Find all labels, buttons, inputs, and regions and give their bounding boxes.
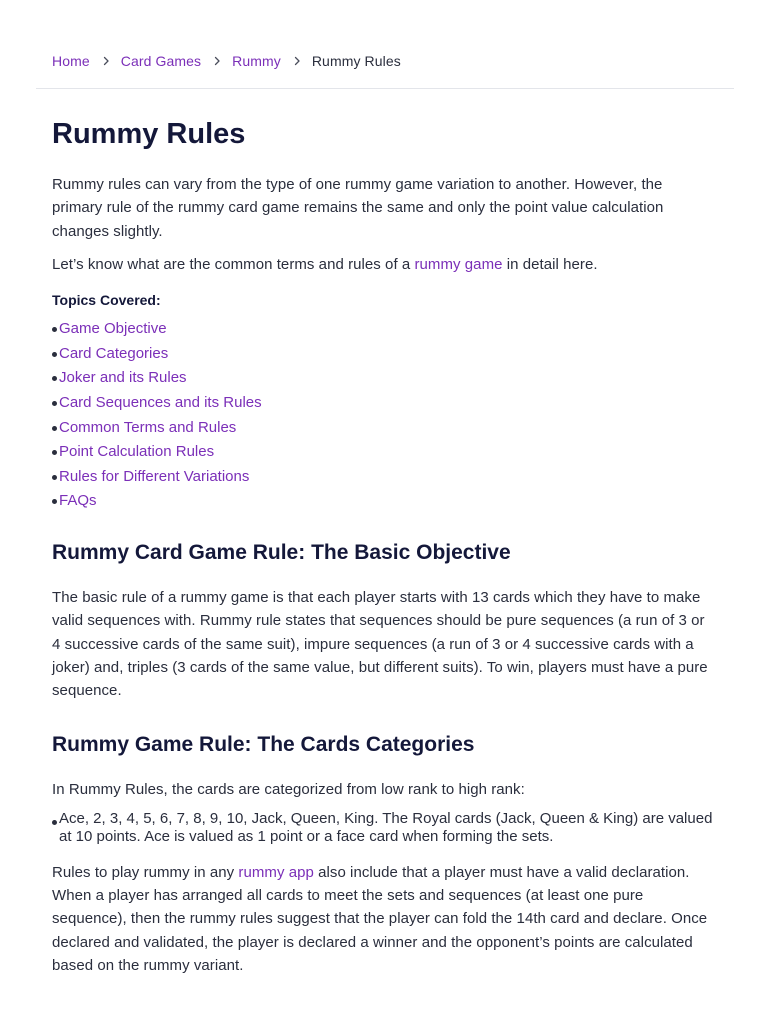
topic-link-common-terms[interactable]: Common Terms and Rules <box>59 418 237 436</box>
breadcrumb-home-link[interactable]: Home <box>52 53 90 69</box>
objective-heading: Rummy Card Game Rule: The Basic Objective <box>52 540 511 564</box>
list-item <box>59 391 716 416</box>
list-item <box>59 416 716 441</box>
page-title: Rummy Rules <box>52 118 246 150</box>
rules-text-after: also include that a player must have a valid declaration. When a player has arranged all cards to meet the sets and sequences (at least one pure sequence), then the rummy rules suggest that the player can fold the 14th card and declare. Once declared and validated, the player is declared a winner and the opponent’s points are calculated based on the rummy variant. <box>52 863 708 974</box>
topic-link-card-sequences[interactable]: Card Sequences and its Rules <box>59 393 262 411</box>
chevron-right-icon <box>100 55 112 67</box>
objective-paragraph: The basic rule of a rummy game is that each player starts with 13 cards which they have to make valid sequences with. Rummy rule states that sequences should be pure sequences (a run of 3 or 4 successive cards of the same suit), impure sequences (a run of 3 or 4 successive cards with a joker) and, triples (3 cards of the same value, but different suits). To win, players must have a pure sequence. <box>52 588 708 700</box>
lead-paragraph <box>52 253 716 276</box>
rummy-game-link[interactable]: rummy game <box>414 255 503 273</box>
breadcrumb-current: Rummy Rules <box>311 53 401 69</box>
declaration-paragraph <box>52 861 716 977</box>
chevron-right-icon <box>291 55 303 67</box>
list-item <box>59 465 716 490</box>
topic-link-faqs[interactable]: FAQs <box>59 492 97 510</box>
categories-heading: Rummy Game Rule: The Cards Categories <box>52 733 475 757</box>
categories-intro: In Rummy Rules, the cards are categorized from low rank to high rank: <box>52 781 525 799</box>
breadcrumb-rummy-link[interactable]: Rummy <box>232 53 281 69</box>
lead-text-before: Let’s know what are the common terms and rules of a <box>52 255 415 273</box>
breadcrumb <box>52 52 401 70</box>
rummy-app-link[interactable]: rummy app <box>238 863 314 881</box>
topic-link-point-calculation[interactable]: Point Calculation Rules <box>59 443 215 461</box>
header-divider <box>36 88 734 89</box>
topic-link-game-objective[interactable]: Game Objective <box>59 320 167 338</box>
list-item <box>59 366 716 391</box>
card-rank-list <box>52 810 716 846</box>
list-item <box>59 342 716 367</box>
topic-link-variations[interactable]: Rules for Different Variations <box>59 467 250 485</box>
chevron-right-icon <box>211 55 223 67</box>
topics-list <box>52 317 716 514</box>
topic-link-joker-rules[interactable]: Joker and its Rules <box>59 369 187 387</box>
lead-text-after: in detail here. <box>502 255 598 273</box>
list-item <box>59 440 716 465</box>
topics-label: Topics Covered: <box>52 292 161 309</box>
list-item <box>59 317 716 342</box>
list-item <box>59 489 716 514</box>
topic-link-card-categories[interactable]: Card Categories <box>59 344 169 362</box>
intro-paragraph: Rummy rules can vary from the type of one rummy game variation to another. However, the primary rule of the rummy card game remains the same and only the point value calculation changes slightly. <box>52 176 664 240</box>
article <box>52 112 716 977</box>
rules-text-before: Rules to play rummy in any <box>52 863 239 881</box>
list-item: Ace, 2, 3, 4, 5, 6, 7, 8, 9, 10, Jack, Queen, King. The Royal cards (Jack, Queen & King) are valued at 10 points. Ace is valued as 1 point or a face card when forming the sets. <box>59 810 716 846</box>
breadcrumb-card-games-link[interactable]: Card Games <box>120 53 202 69</box>
